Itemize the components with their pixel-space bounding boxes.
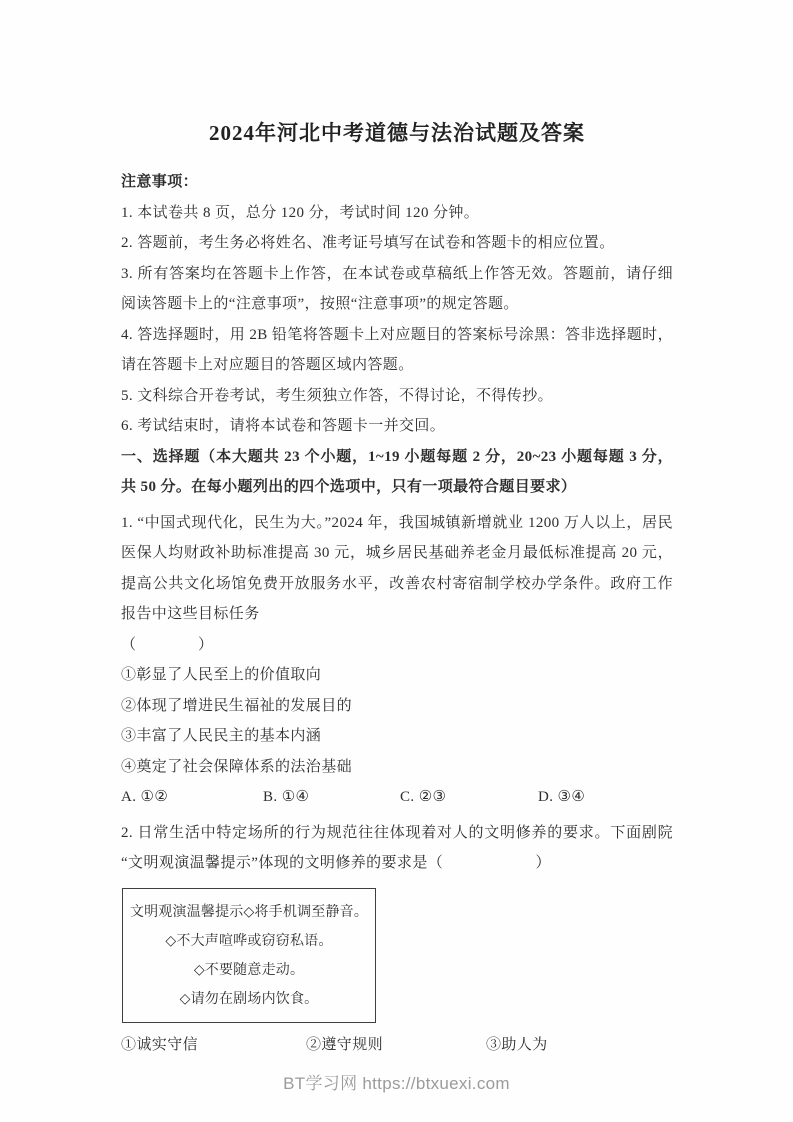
watermark-footer: BT学习网 https://btxuexi.com xyxy=(283,1074,510,1093)
notice-item-3: 3. 所有答案均在答题卡上作答，在本试卷或草稿纸上作答无效。答题前，请仔细阅读答题卡上的“注意事项”，按照“注意事项”的规定答题。 xyxy=(121,265,673,312)
choice-a: A. ①② xyxy=(121,789,169,805)
page-title: 2024年河北中考道德与法治试题及答案 xyxy=(209,121,585,145)
section-header-multiple-choice: 一、选择题（本大题共 23 个小题，1~19 小题每题 2 分，20~23 小题每题 3 分，共 50 分。在每小题列出的四个选项中，只有一项最符合题目要求） xyxy=(121,448,673,495)
question-1-choices-row xyxy=(121,782,673,813)
question-1-text: 1. “中国式现代化，民生为大。”2024 年，我国城镇新增就业 1200 万人以上，居民医保人均财政补助标准提高 30 元，城乡居民基础养老金月最低标准提高 20 元，提高公共文化场馆免费开放服务水平，改善农村寄宿制学校办学条件。政府工作报告中这些目标任务 xyxy=(121,514,673,622)
option-2: ②遵守规则 xyxy=(306,1036,384,1053)
question-1-statement-2: ②体现了增进民生福祉的发展目的 xyxy=(121,697,353,714)
question-2-options-row xyxy=(121,1030,673,1061)
question-1-statement-4: ④奠定了社会保障体系的法治基础 xyxy=(121,758,353,775)
notice-label: 注意事项： xyxy=(121,174,199,190)
notice-item-6: 6. 考试结束时，请将本试卷和答题卡一并交回。 xyxy=(121,418,446,434)
question-1-answer-blank: （ ） xyxy=(121,636,214,653)
theater-tips-box xyxy=(122,888,376,1023)
option-3: ③助人为 xyxy=(486,1036,548,1053)
notice-item-5: 5. 文科综合开卷考试，考生须独立作答，不得讨论，不得传抄。 xyxy=(121,387,554,404)
choice-c: C. ②③ xyxy=(400,789,447,805)
tip-line-2: ◇不大声喧哗或窃窃私语。 xyxy=(165,933,333,949)
question-1-statement-1: ①彰显了人民至上的价值取向 xyxy=(121,667,322,683)
choice-b: B. ①④ xyxy=(263,789,310,805)
choice-d: D. ③④ xyxy=(538,789,586,805)
question-1-statement-3: ③丰富了人民民主的基本内涵 xyxy=(121,728,322,744)
notice-item-2: 2. 答题前，考生务必将姓名、准考证号填写在试卷和答题卡的相应位置。 xyxy=(121,235,615,251)
question-2-text: 2. 日常生活中特定场所的行为规范往往体现着对人的文明修养的要求。下面剧院“文明观演温馨提示”体现的文明修养的要求是（ ） xyxy=(121,824,673,871)
notice-item-1: 1. 本试卷共 8 页，总分 120 分，考试时间 120 分钟。 xyxy=(121,204,480,221)
tip-line-4: ◇请勿在剧场内饮食。 xyxy=(179,991,319,1007)
notice-item-4: 4. 答选择题时，用 2B 铅笔将答题卡上对应题目的答案标号涂黑：答非选择题时，请在答题卡上对应题目的答题区域内答题。 xyxy=(121,326,673,373)
option-1: ①诚实守信 xyxy=(121,1036,199,1053)
tip-line-3: ◇不要随意走动。 xyxy=(193,962,305,978)
tip-line-1: 文明观演温馨提示◇将手机调至静音。 xyxy=(129,904,369,920)
